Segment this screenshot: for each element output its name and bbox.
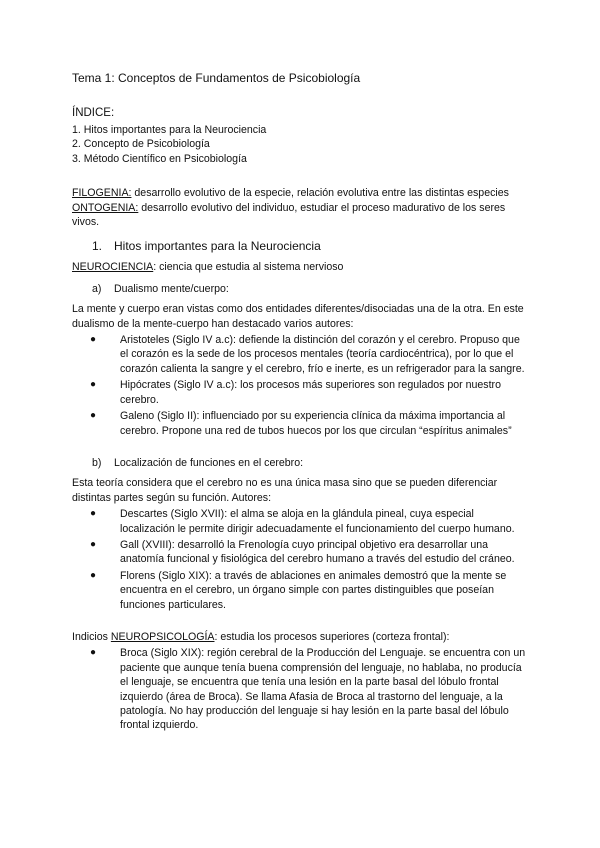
list-item <box>90 538 530 567</box>
document-title: Tema 1: Conceptos de Fundamentos de Psicobiología <box>72 71 361 85</box>
list-item <box>90 569 530 612</box>
list-item-text: Aristoteles (Siglo IV a.c): defiende la distinción del corazón y el cerebro. Propuso que el corazón es la sede de los procesos mentales (teoría cardiocéntrica), por lo que el corazón calienta la sangre y el cerebro, frío e inerte, es un refrigerador para la sangre. <box>120 334 525 375</box>
paragraph-localizacion: Esta teoría considera que el cerebro no es una única masa sino que se pueden diferenciar distintas partes según su función. Autores: <box>72 477 498 504</box>
list-item <box>90 333 530 376</box>
list-item-text: Descartes (Siglo XVII): el alma se aloja en la glándula pineal, cuya especial localización le permite dirigir adecuadamente el funcionamiento del cuerpo humano. <box>120 508 515 535</box>
neurociencia-term: NEUROCIENCIA <box>72 261 154 274</box>
subsection-number: a) <box>92 282 102 295</box>
bullet-list-dualismo <box>72 333 530 438</box>
subsection-label: Localización de funciones en el cerebro: <box>114 456 304 469</box>
list-item <box>90 409 530 438</box>
list-item <box>90 507 530 536</box>
index-list <box>72 123 530 166</box>
filogenia-term: FILOGENIA: <box>72 187 132 200</box>
neuropsicologia-text: : estudia los procesos superiores (corteza frontal): <box>214 630 450 643</box>
subsection-number: b) <box>92 456 102 469</box>
bullet-icon: ● <box>90 538 97 550</box>
index-heading: ÍNDICE: <box>72 107 115 119</box>
bullet-icon: ● <box>90 410 97 422</box>
paragraph-dualismo: La mente y cuerpo eran vistas como dos entidades diferentes/disociadas una de la otra. En este dualismo de la mente-cuerpo han destacado varios autores: <box>72 303 524 330</box>
ontogenia-text: desarrollo evolutivo del individuo, estudiar el proceso madurativo de los seres vivos. <box>72 201 506 229</box>
section-number: 1. <box>92 239 103 254</box>
bullet-list-localizacion <box>72 507 530 612</box>
bullet-icon: ● <box>90 334 97 346</box>
bullet-icon: ● <box>90 569 97 581</box>
section-label: Hitos importantes para la Neurociencia <box>114 239 321 254</box>
bullet-icon: ● <box>90 508 97 520</box>
ontogenia-definition <box>72 201 530 230</box>
indicios-prefix: Indicios <box>72 630 111 643</box>
subsection-heading-a <box>92 282 530 296</box>
neurociencia-text: : ciencia que estudia al sistema nervioso <box>153 261 344 274</box>
bullet-icon: ● <box>90 647 97 659</box>
section-heading <box>92 238 530 254</box>
list-item-text: Galeno (Siglo II): influenciado por su experiencia clínica da máxima importancia al cerebro. Propone una red de tubos huecos por los que circulan “espíritus animales” <box>120 410 512 437</box>
filogenia-definition <box>72 186 530 200</box>
list-item-text: Hipócrates (Siglo IV a.c): los procesos más superiores son regulados por nuestro cerebro. <box>120 379 501 406</box>
index-item: 2. Concepto de Psicobiología <box>72 138 210 151</box>
ontogenia-term: ONTOGENIA: <box>72 201 139 214</box>
filogenia-text: desarrollo evolutivo de la especie, relación evolutiva entre las distintas especies <box>131 187 509 200</box>
list-item <box>90 646 530 732</box>
neurociencia-definition <box>72 260 530 274</box>
index-item: 1. Hitos importantes para la Neurociencia <box>72 124 267 136</box>
list-item-text: Florens (Siglo XIX): a través de ablaciones en animales demostró que la mente se encuentra en el cerebro, un órgano simple con partes distinguibles que poseían funciones particulares. <box>120 569 507 611</box>
subsection-label: Dualismo mente/cuerpo: <box>114 282 229 295</box>
list-item <box>90 378 530 407</box>
list-item-text: Gall (XVIII): desarrolló la Frenología cuyo principal objetivo era desarrollar una anatomía funcional y fisiológica del cerebro humano a través del estudio del cráneo. <box>120 538 515 566</box>
neuropsicologia-term: NEUROPSICOLOGÍA <box>110 630 215 643</box>
subsection-heading-b <box>92 456 530 470</box>
bullet-icon: ● <box>90 379 97 391</box>
bullet-list-neuropsicologia <box>72 646 530 732</box>
document-page <box>72 70 530 735</box>
neuropsicologia-definition <box>72 630 530 644</box>
list-item-text: Broca (Siglo XIX): región cerebral de la Producción del Lenguaje. se encuentra con un paciente que aunque tenía buena comprensión del lenguaje, no hablaba, no producía el lenguaje, se encuentra que tenía una lesión en la parte basal del lóbulo frontal izquierdo (área de Broca). Se llama Afasia de Broca al trastorno del lenguaje, a la patología. No hay producción del lenguaje si hay lesión en la parte basal del lóbulo frontal izquierdo. <box>120 647 526 732</box>
index-item: 3. Método Científico en Psicobiología <box>72 152 247 165</box>
